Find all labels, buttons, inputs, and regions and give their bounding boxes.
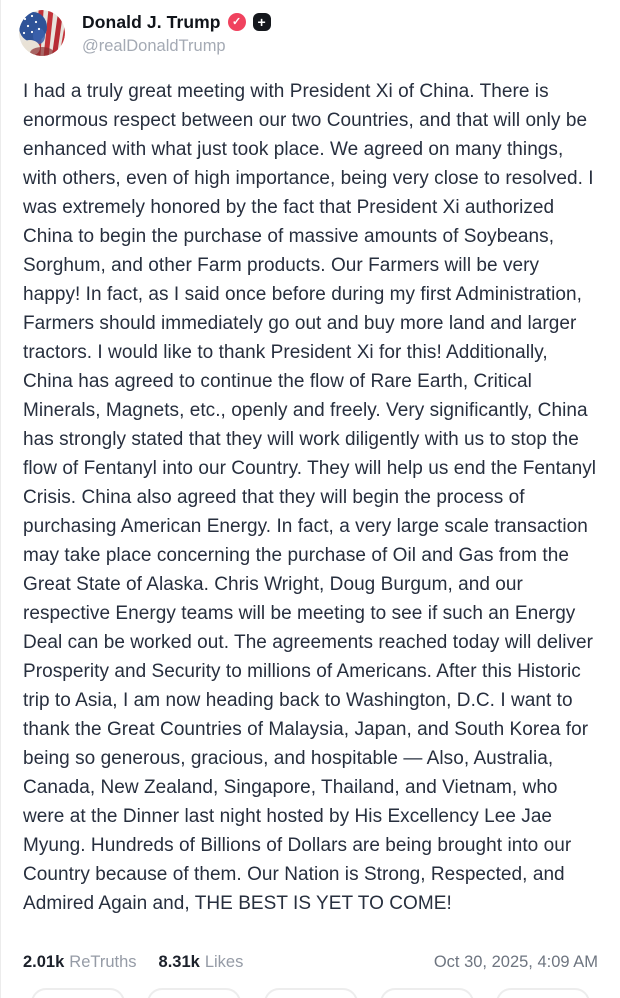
action-button-3[interactable] (264, 988, 358, 998)
flag-face-avatar-image (19, 10, 65, 56)
retruths-count: 2.01k (23, 953, 65, 971)
action-button-4[interactable] (380, 988, 474, 998)
avatar[interactable] (19, 10, 65, 56)
retruths-stat[interactable] (23, 953, 137, 972)
action-button-2[interactable] (147, 988, 241, 998)
user-handle[interactable]: @realDonaldTrump (82, 37, 226, 55)
plus-badge-icon: + (253, 13, 271, 31)
verified-badge-icon: ✓ (228, 13, 246, 31)
action-button-1[interactable] (31, 988, 125, 998)
name-row (82, 12, 271, 32)
post-body-text: I had a truly great meeting with President Xi of China. There is enormous respect between our two Countries, and that will only be enhanced with what just took place. We agreed on many things, with others, even of high importance, being very close to resolved. I was extremely honored by the fact that President Xi authorized China to begin the purchase of massive amounts of Soybeans, Sorghum, and other Farm products. Our Farmers will be very happy! In fact, as I said once before during my first Administration, Farmers should immediately go out and buy more land and larger tractors. I would like to thank President Xi for this! Additionally, China has agreed to continue the flow of Rare Earth, Critical Minerals, Magnets, etc., openly and freely. Very significantly, China has strongly stated that they will work diligently with us to stop the flow of Fentanyl into our Country. They will help us end the Fentanyl Crisis. China also agreed that they will begin the process of purchasing American Energy. In fact, a very large scale transaction may take place concerning the purchase of Oil and Gas from the Great State of Alaska. Chris Wright, Doug Burgum, and our respective Energy teams will be meeting to see if such an Energy Deal can be worked out. The agreements reached today will deliver Prosperity and Security to millions of Americans. After this Historic trip to Asia, I am now heading back to Washington, D.C. I want to thank the Great Countries of Malaysia, Japan, and South Korea for being so generous, gracious, and hospitable — Also, Australia, Canada, New Zealand, Singapore, Thailand, and Vietnam, who were at the Dinner last night hosted by His Excellency Lee Jae Myung. Hundreds of Billions of Dollars are being brought into our Country because of them. Our Nation is Strong, Respected, and Admired Again and, THE BEST IS YET TO COME! (23, 81, 602, 914)
identity-block (82, 10, 271, 56)
likes-stat[interactable] (159, 953, 244, 972)
stats-row (23, 953, 598, 972)
action-button-5[interactable] (496, 988, 590, 998)
likes-label: Likes (204, 953, 244, 971)
display-name[interactable]: Donald J. Trump (82, 12, 221, 32)
post-header (1, 0, 620, 56)
post-timestamp[interactable]: Oct 30, 2025, 4:09 AM (433, 953, 598, 971)
actions-row (1, 988, 620, 998)
retruths-label: ReTruths (69, 953, 137, 971)
likes-count: 8.31k (158, 953, 200, 971)
